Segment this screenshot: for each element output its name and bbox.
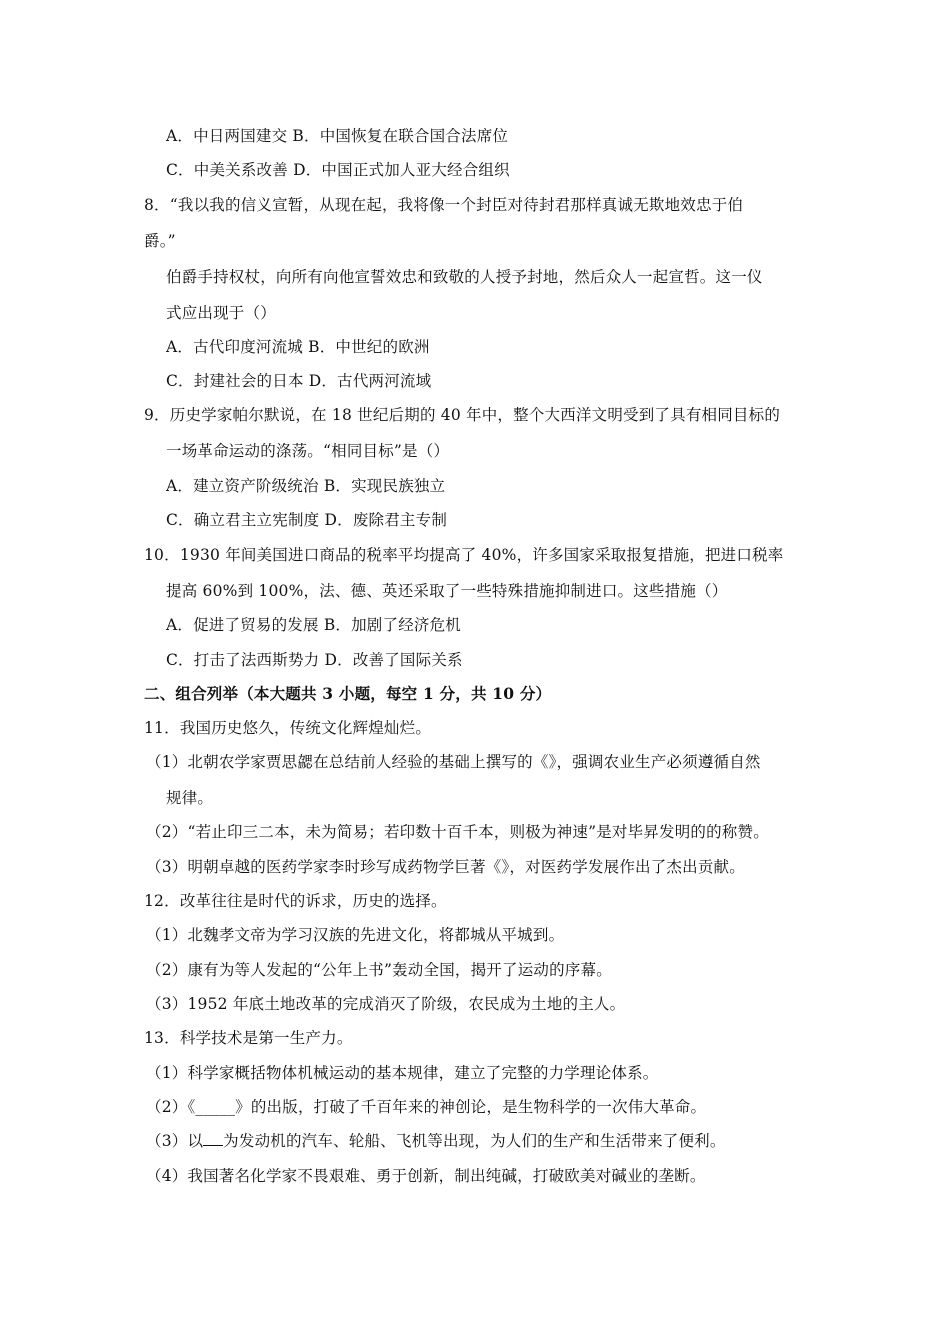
q8-options-cd: C．封建社会的日本 D．古代两河流域 [166,372,432,390]
q11-part3: （3）明朝卓越的医药学家李时珍写成药物学巨著《》，对医药学发展作出了杰出贡献。 [146,858,745,876]
q8-stem-line1: 8．“我以我的信义宣暂，从现在起，我将像一个封臣对待封君那样真诚无欺地效忠于伯 [144,196,744,214]
q13-part3-pre: （3）以 [146,1132,204,1150]
q9-stem-line2: 一场革命运动的涤荡。“相同目标”是（） [166,442,450,460]
q8-options-ab: A．古代印度河流城 B．中世纪的欧洲 [166,338,430,356]
q10-stem-line2: 提高 60%到 100%，法、德、英还采取了一些特殊措施抑制进口。这些措施（） [166,582,728,600]
q10-options-ab: A．促进了贸易的发展 B．加剧了经济危机 [166,616,462,634]
q9-stem-line1: 9．历史学家帕尔默说，在 18 世纪后期的 40 年中，整个大西洋文明受到了具有相同目标的 [144,406,781,424]
q13-part1: （1）科学家概括物体机械运动的基本规律，建立了完整的力学理论体系。 [146,1064,659,1082]
q9-options-ab: A．建立资产阶级统治 B．实现民族独立 [166,477,446,495]
q10-stem-line1: 10．1930 年间美国进口商品的税率平均提高了 40%，许多国家采取报复措施，把进口税率 [144,546,784,564]
q13-part3 [146,1131,726,1151]
q11-part1-line2: 规律。 [166,789,214,807]
q10-options-cd: C．打击了法西斯势力 D．改善了国际关系 [166,651,463,669]
q13-stem: 13．科学技术是第一生产力。 [144,1029,353,1047]
q8-stem-line4: 式应出现于（） [166,304,276,322]
q13-part3-blank [203,1131,223,1146]
q13-part2: （2）《_____》的出版，打破了千百年来的神创论，是生物科学的一次伟大革命。 [146,1098,707,1116]
q12-stem: 12．改革往往是时代的诉求，历史的选择。 [144,892,447,910]
q8-stem-line2: 爵。” [144,232,176,250]
q11-part2: （2）“若止印三二本，未为简易；若印数十百千本，则极为神速”是对毕昇发明的的称赞。 [146,823,769,841]
q7-options-cd: C．中美关系改善 D．中国正式加人亚大经合组织 [166,161,510,179]
q12-part2: （2）康有为等人发起的“公年上书”轰动全国，揭开了运动的序幕。 [146,961,612,979]
q13-part3-post: 为发动机的汽车、轮船、飞机等出现，为人们的生产和生活带来了便利。 [223,1132,726,1150]
q12-part1: （1）北魏孝文帝为学习汉族的先进文化，将都城从平城到。 [146,926,565,944]
section2-heading: 二、组合列举（本大题共 3 小题，每空 1 分，共 10 分） [144,684,552,703]
q7-options-ab: A．中日两国建交 B．中国恢复在联合国合法席位 [166,127,509,145]
q13-part4: （4）我国著名化学家不畏艰难、勇于创新，制出纯碱，打破欧美对碱业的垄断。 [146,1167,706,1185]
q9-options-cd: C．确立君主立宪制度 D．废除君主专制 [166,511,448,529]
q8-stem-line3: 伯爵手持权杖，向所有向他宣誓效忠和致敬的人授予封地，然后众人一起宣哲。这一仪 [166,268,763,286]
q11-part1-line1: （1）北朝农学家贾思勰在总结前人经验的基础上撰写的《》，强调农业生产必须遵循自然 [146,753,761,771]
q12-part3: （3）1952 年底土地改革的完成消灭了阶级，农民成为土地的主人。 [146,995,626,1013]
q11-stem: 11．我国历史悠久，传统文化辉煌灿烂。 [144,719,432,737]
